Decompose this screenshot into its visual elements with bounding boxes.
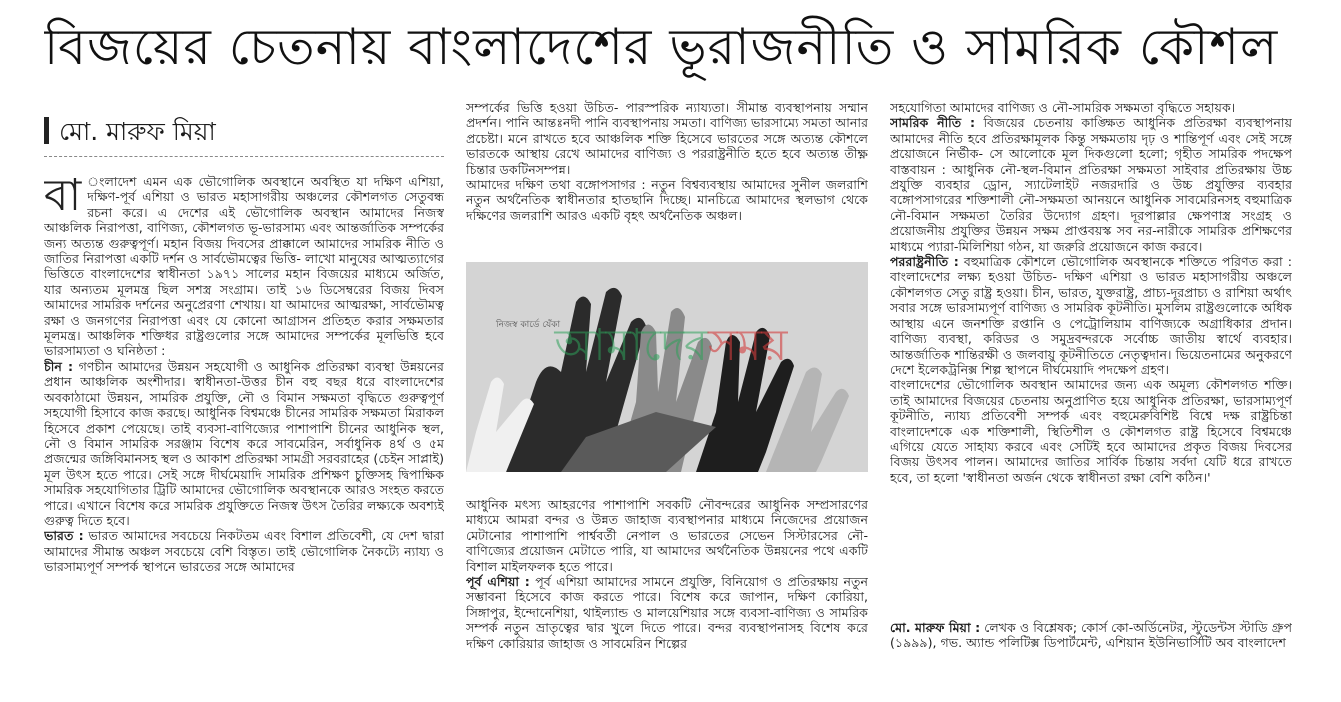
column-1	[44, 174, 444, 644]
military-policy-text: বিজয়ের চেতনায় কাঙ্ক্ষিত আধুনিক প্রতিরক্ষা ব্যবস্থাপনায় আমাদের নীতি হবে প্রতিরক্ষামূলক কিন্তু সক্ষমতায় দৃঢ় ও শান্তিপূর্ণ এবং সেই সঙ্গে প্রয়োজনে নির্ভীক- সে আলোকে মূল দিকগুলো হলো; গৃহীত সামরিক পদক্ষেপ বাস্তবায়ন : আধুনিক নৌ-স্থল-বিমান প্রতিরক্ষা সক্ষমতা সাইবার প্রতিরক্ষায় উচ্চ প্রযুক্তি ব্যবহার ড্রোন, স্যাটেলাইট নজরদারি ও উচ্চ প্রযুক্তির ব্যবহার বঙ্গোপসাগরের শক্তিশালী নৌ-সক্ষমতা আনয়নে আধুনিক সাবমেরিনসহ বহুমাত্রিক নৌ-বিমান সক্ষমতা তৈরির উদ্যোগ গ্রহণ। দূরপাল্লার ক্ষেপণাস্ত্র সংগ্রহ ও প্রয়োজনীয় প্রযুক্তির উন্নয়ন সক্ষম প্রাপ্তবয়স্ক সব নর-নারীকে সামরিক প্রশিক্ষণের মাধ্যমে প্যারা-মিলিশিয়া গঠন, যা জরুরি প্রয়োজনে কাজ করবে।	[890, 115, 1292, 254]
india-label: ভারত :	[44, 528, 84, 544]
china-text: গণচীন আমাদের উন্নয়ন সহযোগী ও আধুনিক প্রতিরক্ষা ব্যবস্থা উন্নয়নের প্রধান আঞ্চলিক অংশীদার। স্বাধীনতা-উত্তর চীন বহু বছর ধরে বাংলাদেশের অবকাঠামো উন্নয়ন, সামরিক প্রযুক্তি, নৌ ও বিমান সক্ষমতা বৃদ্ধিতে গুরুত্বপূর্ণ সহযোগী হিসাবে কাজ করছে। আধুনিক বিশ্বমঞ্চে চীনের সামরিক সক্ষমতা মিরাকল হিসেবে প্রকাশ পেয়েছে। তাই ব্যবসা-বাণিজ্যের পাশাপাশি চীনের আধুনিক স্থল, নৌ ও বিমান সামরিক সরঞ্জাম বিশেষ করে সাবমেরিন, সর্বাধুনিক ৪র্থ ও ৫ম প্রজন্মের জঙ্গিবিমানসহ স্থল ও আকাশ প্রতিরক্ষা সামগ্রী সরবরাহের (চেইন সাপ্লাই) মূল উৎস হতে পারে। সেই সঙ্গে দীর্ঘমেয়াদি সামরিক প্রশিক্ষণ চুক্তিসহ দ্বিপাক্ষিক সামরিক সহযোগিতার ট্রিটি আমাদের ভৌগোলিক অবস্থানকে আরও সংহত করতে পারে। এখানে বিশেষ করে সামরিক প্রযুক্তিতে নিজস্ব উৎস তৈরির লক্ষ্যকে অবশ্যই গুরুত্ব দিতে হবে।	[44, 358, 444, 528]
col3-paragraph-1: সহযোগিতা আমাদের বাণিজ্য ও নৌ-সামরিক সক্ষমতা বৃদ্ধিতে সহায়ক।	[890, 100, 1236, 115]
byline-rule	[44, 156, 444, 157]
east-asia-label: পূর্ব এশিয়া :	[466, 574, 530, 590]
east-asia-paragraph	[466, 574, 868, 651]
byline	[44, 114, 444, 150]
author-note	[890, 620, 1292, 682]
watermark-part-2: সময়	[708, 320, 788, 371]
china-paragraph	[44, 359, 444, 528]
byline-bar	[44, 117, 49, 144]
intro-paragraph	[44, 174, 444, 359]
article-photo	[466, 262, 868, 472]
watermark	[486, 316, 856, 376]
column-2-top	[466, 100, 868, 252]
photo-caption: নিজস্ব কার্ডে যেঁকা	[496, 320, 561, 330]
dropcap: বা	[44, 174, 82, 221]
headline: বিজয়ের চেতনায় বাংলাদেশের ভূরাজনীতি ও সামরিক কৌশল	[44, 18, 1279, 76]
india-text: ভারত আমাদের সবচেয়ে নিকটতম এবং বিশাল প্রতিবেশী, যে দেশ দ্বারা আমাদের সীমান্ত অঞ্চল সবচেয়ে বেশি বিস্তৃত। তাই ভৌগোলিক নৈকট্যে ন্যায্য ও ভারসাম্যপূর্ণ সম্পর্ক স্থাপনে ভারতের সঙ্গে আমাদের	[44, 528, 444, 575]
foreign-policy-paragraph	[890, 254, 1292, 377]
foreign-policy-text: বহুমাত্রিক কৌশলে ভৌগোলিক অবস্থানকে শক্তিতে পরিণত করা : বাংলাদেশের লক্ষ্য হওয়া উচিত- দক্ষিণ এশিয়া ও ভারত মহাসাগরীয় অঞ্চলে কৌশলগত সেতু রাষ্ট্র হওয়া। চীন, ভারত, যুক্তরাষ্ট্র, প্রাচ্য-দূরপ্রাচ্য ও রাশিয়া অর্থাৎ সবার সঙ্গে ভারসাম্যপূর্ণ বাণিজ্য ও সামরিক কূটনীতি। মুসলিম রাষ্ট্রগুলোকে অধিক আস্থায় এনে জনশক্তি রপ্তানি ও পেট্রোলিয়াম বাণিজ্যকে অগ্রাধিকার প্রদান। বাণিজ্য ব্যবস্থা, করিডর ও সমুদ্রবন্দরকে সর্বোচ্চ জাতীয় স্বার্থে ব্যবহার। আন্তর্জাতিক শান্তিরক্ষী ও জলবায়ু কূটনীতিতে নেতৃত্বদান। ভিয়েতনামের অনুকরণে দেশে ইলেকট্রনিক্স শিল্প স্থাপনে দীর্ঘমেয়াদি পদক্ষেপ গ্রহণ।	[890, 254, 1292, 377]
india-paragraph	[44, 528, 444, 574]
military-policy-label: সামরিক নীতি :	[890, 115, 976, 131]
author-note-name: মো. মারুফ মিয়া :	[890, 620, 981, 635]
byline-author: মো. মারুফ মিয়া	[59, 117, 216, 146]
foreign-policy-label: পররাষ্ট্রনীতি :	[890, 254, 959, 270]
column-3	[890, 100, 1292, 600]
intro-text: ংলাদেশ এমন এক ভৌগোলিক অবস্থানে অবস্থিত যা দক্ষিণ এশিয়া, দক্ষিণ-পূর্ব এশিয়া ও ভারত মহাসাগরীয় অঞ্চলের কৌশলগত সেতুবন্ধ রচনা করে। এ দেশের এই ভৌগোলিক অবস্থান আমাদের নিজস্ব আঞ্চলিক নিরাপত্তা, বাণিজ্য, কৌশলগত ভূ-ভারসাম্য এবং আন্তর্জাতিক সম্পর্কের জন্য অত্যন্ত গুরুত্বপূর্ণ। মহান বিজয় দিবসের প্রাক্কালে আমাদের সামরিক নীতি ও জাতির নিরাপত্তা একটি দর্শন ও সার্বভৌমত্বের ভিত্তি- লাখো মানুষের আত্মত্যাগের ভিত্তিতে বাংলাদেশের স্বাধীনতা ১৯৭১ সালের মহান বিজয়ের মাধ্যমে অর্জিত, যার অন্যতম মূলমন্ত্র ছিল সশস্ত্র সংগ্রাম। তাই ১৬ ডিসেম্বরের বিজয় দিবস আমাদের সামরিক দর্শনের অনুপ্রেরণা শেখায়। যা আমাদের আত্মরক্ষা, সার্বভৌমত্ব রক্ষা ও জনগণের নিরাপত্তা এবং যে কোনো আগ্রাসন প্রতিহত করার সক্ষমতার মূলমন্ত্র। আঞ্চলিক শক্তিধর রাষ্ট্রগুলোর সঙ্গে আমাদের সম্পর্কের মূলভিত্তি হবে ভারসাম্যতা ও ঘনিষ্ঠতা :	[44, 174, 444, 359]
conclusion-paragraph: বাংলাদেশের ভৌগোলিক অবস্থান আমাদের জন্য এক অমূল্য কৌশলগত শক্তি। তাই আমাদের বিজয়ের চেতনায় অনুপ্রাণিত হয়ে আধুনিক প্রতিরক্ষা, ভারসাম্যপূর্ণ কূটনীতি, ন্যায্য প্রতিবেশী সম্পর্ক এবং বহুমেরুবিশিষ্ট বিশ্বে দক্ষ রাষ্ট্রচিন্তা বাংলাদেশকে এক শক্তিশালী, স্থিতিশীল ও কৌশলগত রাষ্ট্র হিসেবে বিশ্বমঞ্চে এগিয়ে যেতে সাহায্য করবে এবং সেটিই হবে আমাদের প্রকৃত বিজয় দিবসের বিজয় উৎসব পালন। আমাদের জাতির সার্বিক চিন্তায় সর্বদা যেটি ধরে রাখতে হবে, তা হলো 'স্বাধীনতা অর্জন থেকে স্বাধীনতা রক্ষা বেশি কঠিন।'	[890, 377, 1292, 485]
col2-paragraph-3: আধুনিক মৎস্য আহরণের পাশাপাশি সবকটি নৌবন্দরের আধুনিক সম্প্রসারণের মাধ্যমে আমরা বন্দর ও উন্নত জাহাজ ব্যবস্থাপনার মাধ্যমে নিজেদের প্রয়োজন মেটানোর পাশাপাশি পার্শ্ববর্তী নেপাল ও ভারতের সেভেন সিস্টারসের নৌ-বাণিজ্যের প্রয়োজন মেটাতে পারি, যা আমাদের অর্থনৈতিক উন্নয়নের পথে একটি বিশাল মাইলফলক হতে পারে।	[466, 497, 868, 574]
author-note-bio: লেখক ও বিশ্লেষক; কোর্স কো-অর্ডিনেটর, স্টুডেন্টস স্টাডি গ্রুপ (১৯৯৯), গভ. অ্যান্ড পলিটিক্স ডিপার্টমেন্ট, এশিয়ান ইউনিভার্সিটি অব বাংলাদেশ	[890, 620, 1292, 651]
col2-paragraph-1: সম্পর্কের ভিত্তি হওয়া উচিত- পারস্পরিক ন্যায্যতা। সীমান্ত ব্যবস্থাপনায় সম্মান প্রদর্শন। পানি আন্তঃনদী পানি ব্যবস্থাপনায় সমতা। বাণিজ্য ভারসাম্যে সমতা আনার প্রচেষ্টা। মনে রাখতে হবে আঞ্চলিক শক্তি হিসেবে ভারতের সঙ্গে অত্যন্ত কৌশলে ভারতকে আস্থায় রেখে আমাদের বাণিজ্য ও পররাষ্ট্রনীতি হতে হবে অত্যন্ত তীক্ষ্ণ চিন্তার ডকটিনসম্পন্ন।	[466, 100, 868, 177]
watermark-part-1: আমাদের	[554, 320, 709, 371]
east-asia-text: পূর্ব এশিয়া আমাদের সামনে প্রযুক্তি, বিনিয়োগ ও প্রতিরক্ষায় নতুন সম্ভাবনা হিসেবে কাজ করতে পারে। বিশেষ করে জাপান, দক্ষিণ কোরিয়া, সিঙ্গাপুর, ইন্দোনেশিয়া, থাইল্যান্ড ও মালয়েশিয়ার সঙ্গে ব্যবসা-বাণিজ্য ও সামরিক সম্পর্ক নতুন ভ্রাতৃত্বের দ্বার খুলে দিতে পারে। বন্দর ব্যবস্থাপনাসহ বিশেষ করে দক্ষিণ কোরিয়ার জাহাজ ও সাবমেরিন শিল্পের	[466, 574, 868, 651]
col2-paragraph-2: আমাদের দক্ষিণ তথা বঙ্গোপসাগর : নতুন বিশ্বব্যবস্থায় আমাদের সুনীল জলরাশি নতুন অর্থনৈতিক স্বাধীনতার হাতছানি দিচ্ছে। মানচিত্রে আমাদের স্থলভাগ থেকে দক্ষিণের জলরাশি আরও একটি বৃহৎ অর্থনৈতিক অঞ্চল।	[466, 177, 868, 223]
column-2-bottom	[466, 497, 868, 682]
china-label: চীন :	[44, 358, 73, 374]
military-policy-paragraph	[890, 115, 1292, 254]
